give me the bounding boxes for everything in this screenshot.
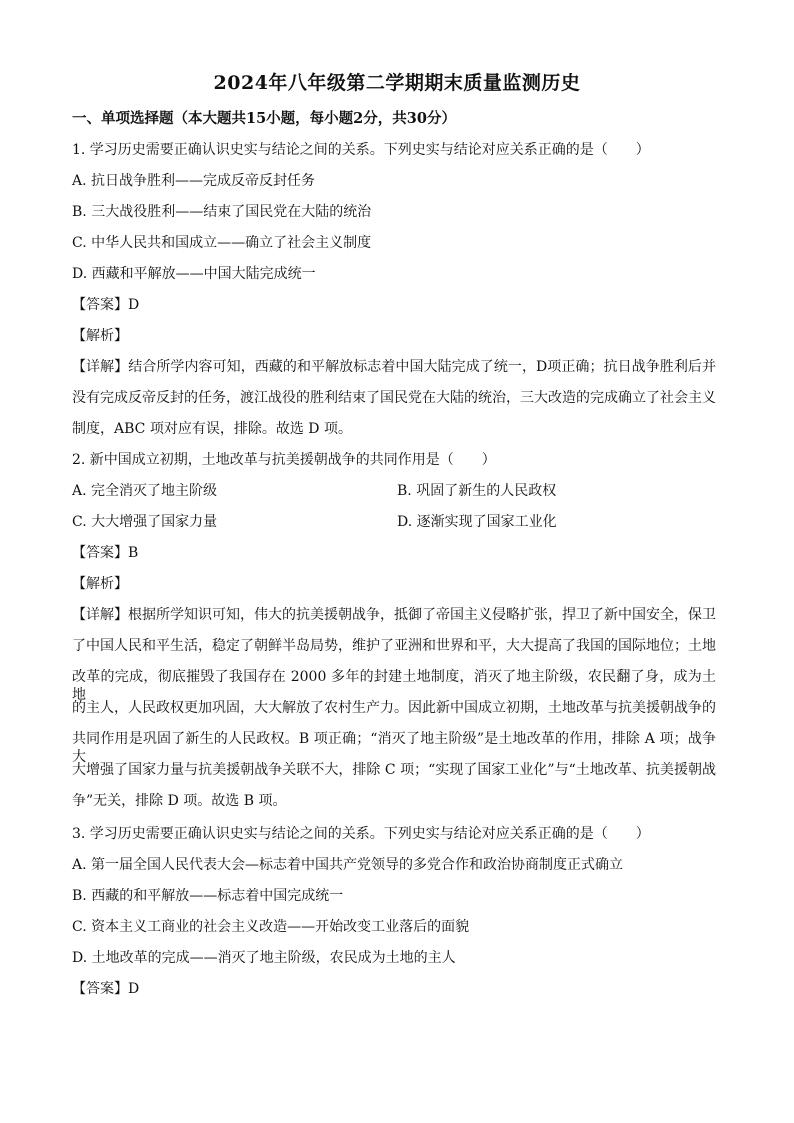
question-2-option-d: D. 逐渐实现了国家工业化 (397, 514, 557, 530)
question-2-detail-line: 的主人，人民政权更加巩固，大大解放了农村生产力。因此新中国成立初期，土地改革与抗美援朝战争的 (72, 700, 716, 716)
question-2-stem: 2. 新中国成立初期，土地改革与抗美援朝战争的共同作用是（ ） (72, 452, 496, 468)
question-3-option-a: A. 第一届全国人民代表大会—标志着中国共产党领导的多党合作和政治协商制度正式确立 (72, 857, 624, 873)
question-1-detail-line: 没有完成反帝反封的任务，渡江战役的胜利结束了国民党在大陆的统治，三大改造的完成确立了社会主义 (72, 390, 716, 406)
question-1-stem: 1. 学习历史需要正确认识史实与结论之间的关系。下列史实与结论对应关系正确的是（ ） (72, 142, 650, 158)
section-heading: 一、单项选择题（本大题共15小题，每小题2分，共30分） (72, 110, 456, 127)
page-title: 2024年八年级第二学期期末质量监测历史 (213, 72, 581, 94)
question-2-option-a: A. 完全消灭了地主阶级 (72, 483, 218, 499)
question-2-detail-line: 大增强了国家力量与抗美援朝战争关联不大，排除 C 项；“实现了国家工业化”与“土地改革、抗美援朝战 (72, 762, 716, 778)
question-1-option-a: A. 抗日战争胜利——完成反帝反封任务 (72, 173, 316, 189)
question-2-analysis-label: 【解析】 (72, 576, 128, 592)
question-1-answer: 【答案】D (72, 297, 140, 313)
question-3-option-d: D. 土地改革的完成——消灭了地主阶级，农民成为土地的主人 (72, 950, 456, 966)
question-1-option-d: D. 西藏和平解放——中国大陆完成统一 (72, 266, 316, 282)
question-2-option-c: C. 大大增强了国家力量 (72, 514, 218, 530)
question-2-option-b: B. 巩固了新生的人民政权 (397, 483, 557, 499)
question-2-detail-line: 【详解】根据所学知识可知，伟大的抗美援朝战争，抵御了帝国主义侵略扩张，捍卫了新中国安全，保卫 (72, 607, 716, 623)
question-2-detail-line: 共同作用是巩固了新生的人民政权。B 项正确；“消灭了地主阶级”是土地改革的作用，排除 A 项；战争大 (72, 731, 716, 765)
question-3-option-b: B. 西藏的和平解放——标志着中国完成统一 (72, 888, 344, 904)
question-1-option-b: B. 三大战役胜利——结束了国民党在大陆的统治 (72, 204, 372, 220)
question-1-option-c: C. 中华人民共和国成立——确立了社会主义制度 (72, 235, 372, 251)
question-2-detail-line: 改革的完成，彻底摧毁了我国存在 2000 多年的封建土地制度，消灭了地主阶级，农民翻了身，成为土地 (72, 669, 716, 703)
question-1-detail-line: 【详解】结合所学内容可知，西藏的和平解放标志着中国大陆完成了统一，D项正确；抗日战争胜利后并 (72, 359, 716, 375)
question-2-detail-line: 争”无关，排除 D 项。故选 B 项。 (72, 793, 287, 809)
question-2-answer: 【答案】B (72, 545, 139, 561)
question-2-detail-line: 了中国人民和平生活，稳定了朝鲜半岛局势，维护了亚洲和世界和平，大大提高了我国的国际地位；土地 (72, 638, 716, 654)
question-3-option-c: C. 资本主义工商业的社会主义改造——开始改变工业落后的面貌 (72, 919, 470, 935)
question-1-analysis-label: 【解析】 (72, 328, 128, 344)
question-1-detail-line: 制度，ABC 项对应有误，排除。故选 D 项。 (72, 421, 352, 437)
question-3-answer: 【答案】D (72, 981, 140, 997)
question-3-stem: 3. 学习历史需要正确认识史实与结论之间的关系。下列史实与结论对应关系正确的是（ ） (72, 826, 650, 842)
